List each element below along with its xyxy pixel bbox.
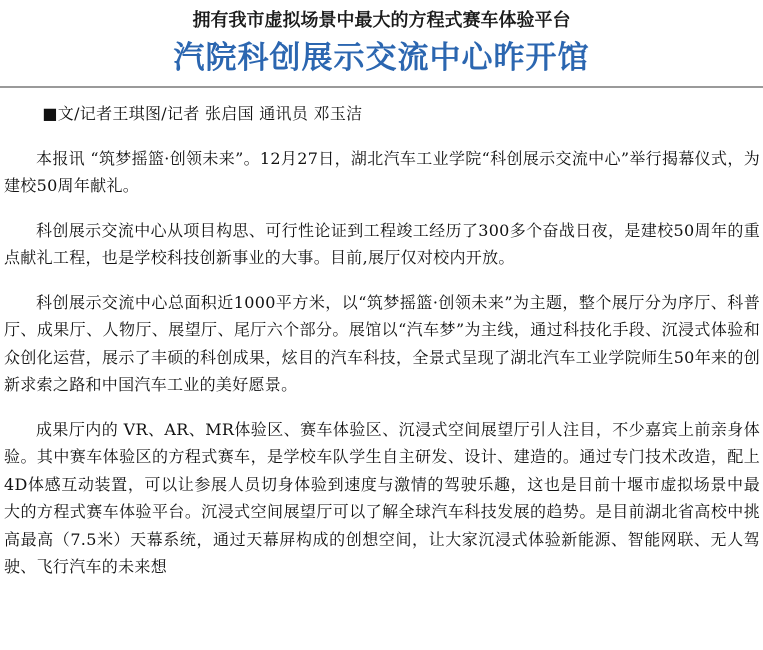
article-subtitle: 拥有我市虚拟场景中最大的方程式赛车体验平台 <box>192 10 571 31</box>
article-body <box>4 100 760 598</box>
header-divider <box>0 86 763 88</box>
paragraph-4: 成果厅内的 VR、AR、MR体验区、赛车体验区、沉浸式空间展望厅引人注目，不少嘉宾上前亲身体验。其中赛车体验区的方程式赛车，是学校车队学生自主研发、设计、建造的。通过专门技术改造，配上4D体感互动装置，可以让参展人员切身体验到速度与激情的驾驶乐趣，这也是目前十堰市虚拟场景中最大的方程式赛车体验平台。沉浸式空间展望厅可以了解全球汽车科技发展的趋势。是目前湖北省高校中挑高最高（7.5米）天幕系统，通过天幕屏构成的创想空间，让大家沉浸式体验新能源、智能网联、无人驾驶、飞行汽车的未来想 <box>4 419 760 576</box>
byline: ■文/记者王琪图/记者 张启国 通讯员 邓玉洁 <box>42 104 363 123</box>
article-headline: 汽院科创展示交流中心昨开馆 <box>173 40 590 76</box>
paragraph-1: 本报讯 “筑梦摇篮·创领未来”。12月27日，湖北汽车工业学院“科创展示交流中心”举行揭幕仪式，为建校50周年献礼。 <box>4 148 760 195</box>
paragraph-2: 科创展示交流中心从项目构思、可行性论证到工程竣工经历了300多个奋战日夜，是建校50周年的重点献礼工程，也是学校科技创新事业的大事。目前,展厅仅对校内开放。 <box>4 220 760 267</box>
paragraph-3: 科创展示交流中心总面积近1000平方米，以“筑梦摇篮·创领未来”为主题，整个展厅分为序厅、科普厅、成果厅、人物厅、展望厅、尾厅六个部分。展馆以“汽车梦”为主线，通过科技化手段、沉浸式体验和众创化运营，展示了丰硕的科创成果，炫目的汽车科技，全景式呈现了湖北汽车工业学院师生50年来的创新求索之路和中国汽车工业的美好愿景。 <box>4 292 760 394</box>
